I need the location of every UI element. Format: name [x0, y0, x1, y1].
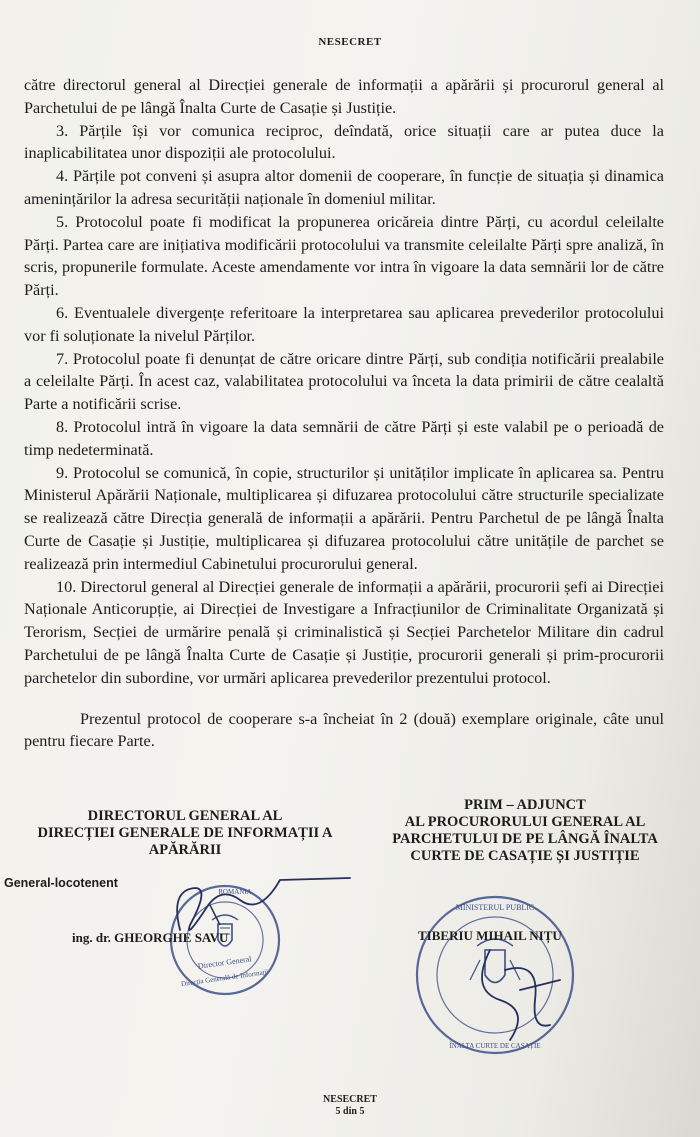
left-handwritten-signature	[150, 870, 380, 960]
right-title-line: PARCHETULUI DE PE LÂNGĂ ÎNALTA	[392, 831, 658, 847]
page-footer	[0, 1094, 700, 1118]
right-signatory-name: TIBERIU MIHAIL NIȚU	[418, 928, 562, 943]
paragraph-5: 5. Protocolul poate fi modificat la propunerea oricăreia dintre Părți, cu acordul celeilalte Părți. Partea care are inițiativa modificării protocolului va transmite celeilalte Părți spre analiză, în scris, propunerile formulate. Aceste amendamente vor intra în vigoare la data semnării lor de către Părți.	[24, 212, 664, 300]
right-title-line: CURTE DE CASAȚIE ȘI JUSTIȚIE	[410, 848, 640, 864]
closing-statement: Prezentul protocol de cooperare s-a încheiat în 2 (două) exemplare originale, câte unul pentru fiecare Parte.	[24, 709, 664, 751]
left-title-line: APĂRĂRII	[148, 842, 222, 858]
paragraph-8: 8. Protocolul intră în vigoare la data semnării de către Părți și este valabil pe o perioadă de timp nedeterminată.	[24, 417, 664, 459]
right-title-line: AL PROCURORULUI GENERAL AL	[404, 814, 646, 830]
paragraph-6: 6. Eventualele divergențe referitoare la interpretarea sau aplicarea prevederilor protocolului vor fi soluționate la nivelul Părților.	[24, 303, 664, 345]
paragraph-7: 7. Protocolul poate fi denunțat de către oricare dintre Părți, sub condiția notificării prealabile a celeilalte Părți. În acest caz, valabilitatea protocolului va înceta la data primirii de către cealaltă Parte a notificării scrise.	[24, 349, 664, 414]
svg-text:Director General: Director General	[197, 954, 253, 971]
left-signatory-title	[10, 808, 360, 859]
classification-footer: NESECRET	[323, 1094, 377, 1105]
svg-text:ÎNALTA CURTE DE CASAȚIE: ÎNALTA CURTE DE CASAȚIE	[449, 1042, 541, 1050]
paragraph-3: 3. Părțile își vor comunica reciproc, deîndată, orice situații care ar putea duce la inaplicabilitatea unor dispoziții ale protocolului.	[24, 121, 664, 163]
right-handwritten-signature	[450, 930, 590, 1050]
paragraph-10: 10. Directorul general al Direcției generale de informații a apărării, procurorii șefi ai Direcției Naționale Anticorupție, ai Direcției de Investigare a Infracțiunilor de Criminalitate Organizată și Terorism, Secției de urmărire penală și criminalistică și Secției Parchetelor Militare din cadrul Parchetului de pe lângă Înalta Curte de Casație și Justiție, procurorii generali și prim-procurorii parchetelor din subordine, vor urmări aplicarea prevederilor prezentului protocol.	[24, 577, 664, 687]
svg-text:Direcția Generală de Informați: Direcția Generală de Informații	[180, 967, 269, 989]
left-signatory-rank: General-locotenent	[4, 876, 118, 890]
paragraph-9: 9. Protocolul se comunică, în copie, structurilor și unităților implicate în aplicarea sa. Pentru Ministerul Apărării Naționale, multiplicarea și difuzarea protocolului către structurile specializate se realizează către Direcția generală de informații a apărării. Pentru Parchetul de pe lângă Înalta Curte de Casație și Justiție, multiplicarea și difuzarea protocolului către unitățile de parchet se realizează prin intermediul Cabinetului procurorului general.	[24, 463, 664, 573]
page-number: 5 din 5	[335, 1106, 365, 1117]
paragraph-4: 4. Părțile pot conveni și asupra altor domenii de cooperare, în funcție de situația și dinamica amenințărilor la adresa securității naționale în domeniul militar.	[24, 167, 664, 208]
classification-header: NESECRET	[318, 36, 382, 48]
left-signatory-name: ing. dr. GHEORGHE SAVU	[72, 930, 229, 945]
right-signatory-title	[355, 797, 695, 865]
svg-text:ROMÂNIA: ROMÂNIA	[218, 888, 252, 896]
svg-text:MINISTERUL PUBLIC: MINISTERUL PUBLIC	[455, 903, 535, 912]
right-title-line: PRIM – ADJUNCT	[464, 797, 586, 813]
paragraph-continuation: către directorul general al Direcției generale de informații a apărării și procurorul general al Parchetului de pe lângă Înalta Curte de Casație și Justiție.	[24, 76, 664, 117]
protocol-body	[24, 74, 664, 753]
left-title-line: DIRECTORUL GENERAL AL	[87, 808, 283, 824]
left-title-line: DIRECȚIEI GENERALE DE INFORMAȚII A	[37, 825, 333, 841]
